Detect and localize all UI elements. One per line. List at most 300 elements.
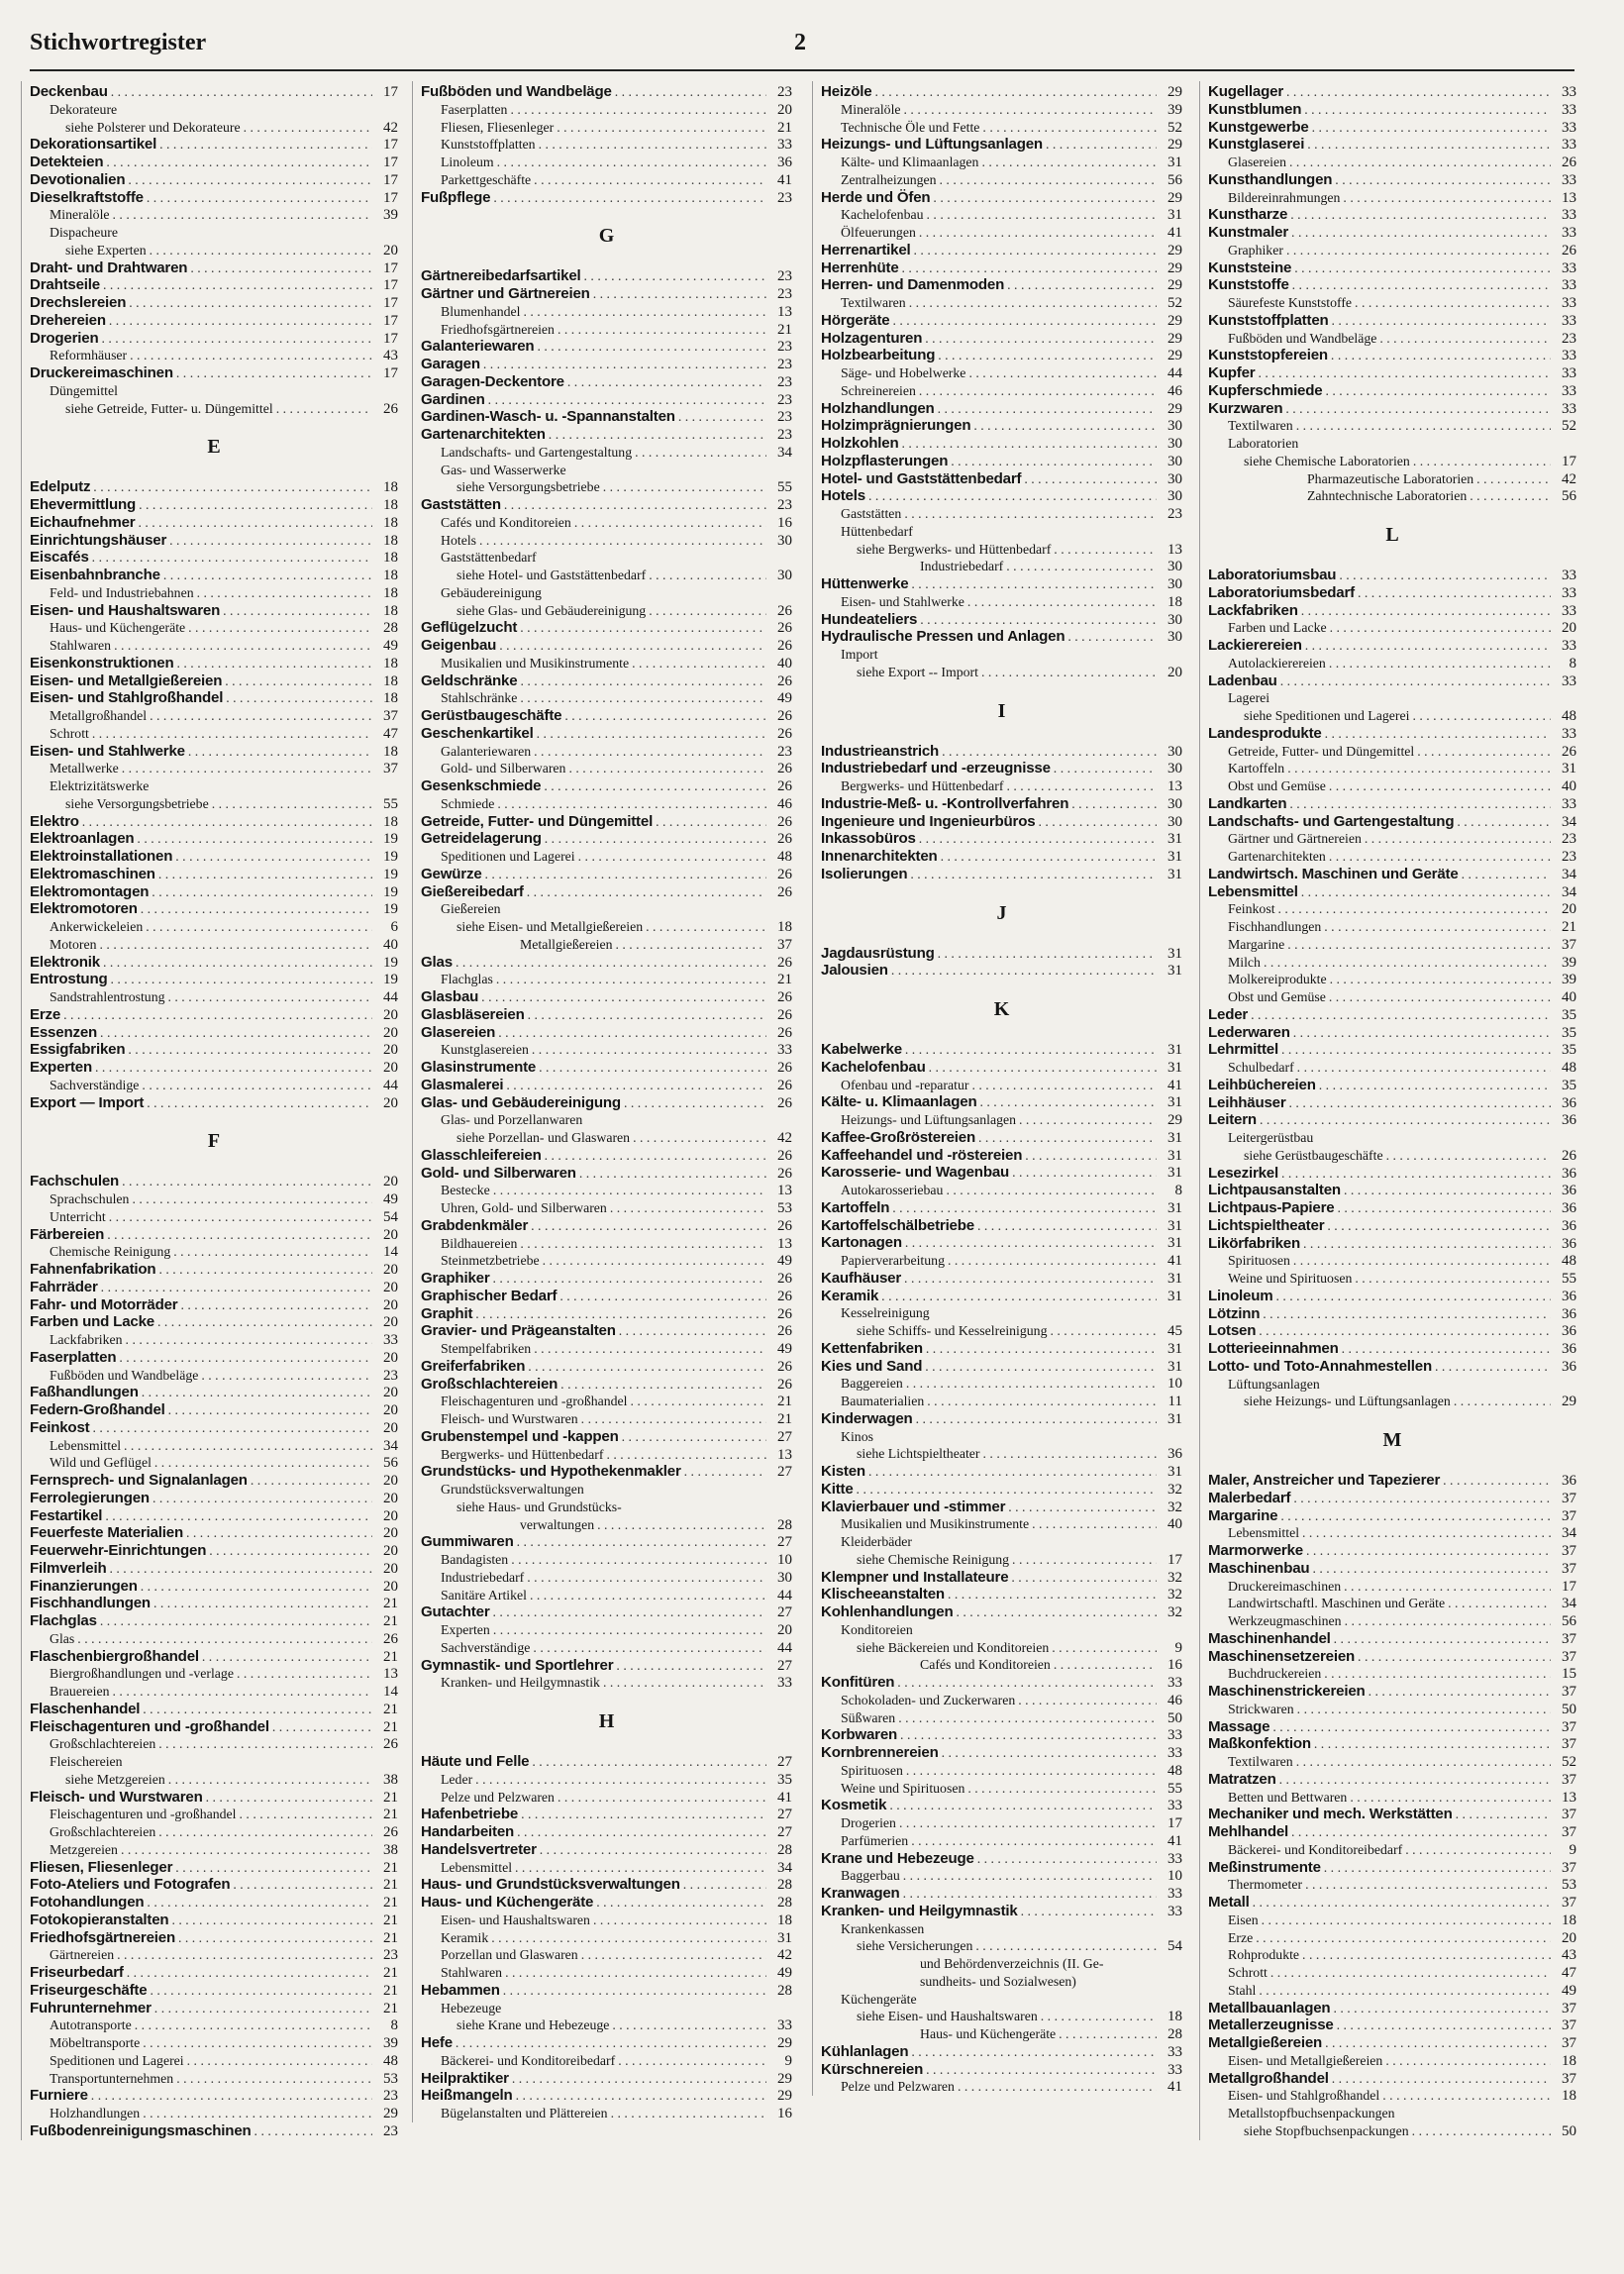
entry-page-number: 20 — [1562, 1929, 1576, 1946]
entry-label: Gesenkschmiede — [421, 777, 542, 794]
entry-label: Fernsprech- und Signalanlagen — [30, 1472, 248, 1489]
index-entry — [421, 267, 792, 285]
dot-leader — [1327, 619, 1551, 637]
entry-page-number: 17 — [383, 84, 398, 100]
entry-page-number: 30 — [1167, 488, 1182, 505]
entry-page-number: 34 — [1562, 883, 1576, 900]
index-subentry — [821, 171, 1182, 189]
index-subentry — [30, 2105, 398, 2122]
dot-leader — [908, 575, 1157, 593]
entry-label: Sprachschulen — [50, 1191, 130, 1206]
dot-leader — [1330, 2000, 1551, 2017]
dot-leader — [1021, 470, 1157, 488]
entry-label: Glasschleifereien — [421, 1146, 542, 1164]
entry-page-number: 37 — [1562, 1859, 1576, 1876]
entry-page-number: 26 — [777, 1217, 792, 1234]
dot-leader — [100, 276, 372, 294]
dot-leader — [612, 936, 766, 954]
entry-page-number: 50 — [1167, 1709, 1182, 1726]
entry-label: Eisenbahnbranche — [30, 567, 160, 583]
index-entry — [1208, 672, 1576, 690]
entry-page-number: 41 — [777, 1789, 792, 1806]
entry-page-number: 26 — [777, 761, 792, 777]
entry-page-number: 56 — [1562, 488, 1576, 505]
index-subentry — [421, 462, 792, 479]
entry-label: Schrott — [50, 725, 89, 741]
index-subentry — [30, 707, 398, 725]
entry-label: Feld- und Industriebahnen — [50, 584, 194, 600]
entry-label: Landwirtschaftl. Maschinen und Geräte — [1228, 1596, 1446, 1611]
entry-label: Holzbearbeitung — [821, 347, 936, 364]
entry-label: Feuerwehr-Einrichtungen — [30, 1542, 207, 1559]
entry-page-number: 33 — [1562, 137, 1576, 154]
entry-label: Friedhofsgärtnereien — [441, 321, 555, 337]
index-entry — [30, 1173, 398, 1190]
dot-leader — [955, 2078, 1157, 2096]
index-entry — [821, 1603, 1182, 1621]
entry-label: Obst und Gemüse — [1228, 989, 1326, 1004]
index-entry — [821, 628, 1182, 646]
entry-label: Matratzen — [1208, 1770, 1276, 1788]
index-entry — [421, 1463, 792, 1481]
entry-label: Geigenbau — [421, 637, 497, 654]
dot-leader — [1283, 83, 1551, 101]
entry-page-number: 18 — [383, 568, 398, 583]
index-entry — [1208, 1560, 1576, 1578]
entry-page-number: 18 — [383, 584, 398, 601]
index-subentry — [821, 558, 1182, 575]
index-subentry — [421, 918, 792, 936]
index-entry — [1208, 1305, 1576, 1323]
entry-page-number: 37 — [1562, 1895, 1576, 1911]
entry-page-number: 37 — [1562, 2017, 1576, 2034]
dot-leader — [900, 1867, 1157, 1885]
entry-label: Blumenhandel — [441, 303, 521, 319]
entry-page-number: 26 — [1562, 743, 1576, 760]
entry-label: Technische Öle und Fette — [841, 119, 980, 135]
dot-leader — [908, 2043, 1157, 2061]
dot-leader — [206, 1542, 372, 1560]
index-subentry — [1208, 189, 1576, 207]
dot-leader — [643, 918, 766, 936]
entry-page-number: 26 — [777, 1094, 792, 1111]
index-subentry — [821, 1867, 1182, 1885]
entry-page-number: 34 — [777, 1859, 792, 1876]
dot-leader — [899, 259, 1157, 277]
entry-label: Kunsthandlungen — [1208, 170, 1333, 188]
entry-page-number: 26 — [777, 1060, 792, 1076]
dot-leader — [1339, 1340, 1551, 1358]
index-entry — [30, 1006, 398, 1024]
index-entry — [1208, 637, 1576, 655]
entry-label: Deckenbau — [30, 83, 108, 100]
entry-page-number: 20 — [383, 1060, 398, 1076]
entry-page-number: 14 — [383, 1684, 398, 1700]
entry-label: Grubenstempel und -kappen — [421, 1427, 619, 1445]
index-subentry — [421, 2016, 792, 2034]
dot-leader — [1294, 1059, 1551, 1077]
entry-page-number: 33 — [1562, 259, 1576, 276]
entry-label: Export — Import — [30, 1093, 145, 1111]
dot-leader — [902, 1234, 1157, 1252]
entry-label: Fuhrunternehmer — [30, 1999, 152, 2016]
entry-label: Landschafts- und Gartengestaltung — [1208, 812, 1455, 830]
entry-page-number: 48 — [1562, 1060, 1576, 1076]
entry-page-number: 29 — [1167, 259, 1182, 276]
entry-page-number: 21 — [383, 1965, 398, 1981]
index-subentry — [1208, 1376, 1576, 1394]
entry-page-number: 19 — [383, 866, 398, 882]
entry-label: Landesprodukte — [1208, 724, 1322, 742]
dot-leader — [537, 1841, 766, 1859]
entry-label: Gardinen — [421, 390, 485, 408]
entry-page-number: 13 — [1562, 1789, 1576, 1806]
dot-leader — [576, 1165, 766, 1183]
entry-page-number: 31 — [1167, 945, 1182, 962]
dot-leader — [1326, 655, 1551, 672]
dot-leader — [906, 294, 1157, 312]
dot-leader — [1341, 1182, 1551, 1199]
index-entry — [1208, 1199, 1576, 1217]
index-entry — [30, 1524, 398, 1542]
entry-label: Kartoffeln — [821, 1198, 890, 1216]
entry-page-number: 26 — [383, 1630, 398, 1647]
entry-page-number: 30 — [1167, 418, 1182, 435]
dot-leader — [490, 189, 766, 207]
entry-page-number: 26 — [777, 866, 792, 882]
index-entry — [1208, 567, 1576, 584]
index-subentry — [1208, 2087, 1576, 2105]
index-subentry — [30, 1454, 398, 1472]
dot-leader — [155, 1261, 372, 1279]
index-subentry — [821, 1692, 1182, 1709]
entry-label: siehe Heizungs- und Lüftungsanlagen — [1244, 1394, 1451, 1409]
entry-page-number: 35 — [1562, 1024, 1576, 1041]
index-entry — [821, 1463, 1182, 1481]
entry-label: Kürschnereien — [821, 2060, 924, 2078]
dot-leader — [899, 435, 1157, 453]
entry-label: Holzhandlungen — [50, 2106, 141, 2120]
entry-page-number: 20 — [383, 1279, 398, 1295]
entry-label: siehe Export -- Import — [857, 664, 978, 679]
index-subentry — [1208, 689, 1576, 707]
dot-leader — [517, 619, 766, 637]
entry-page-number: 26 — [777, 1024, 792, 1041]
entry-label: Korbwaren — [821, 1726, 898, 1744]
dot-leader — [558, 1376, 766, 1394]
index-subentry — [1208, 435, 1576, 453]
entry-label: Massage — [1208, 1717, 1270, 1735]
entry-page-number: 33 — [1562, 382, 1576, 399]
entry-label: Kaffeehandel und -röstereien — [821, 1146, 1023, 1164]
index-subentry — [1208, 1129, 1576, 1147]
index-subentry — [421, 1252, 792, 1270]
index-entry — [1208, 1322, 1576, 1340]
entry-label: Hotels — [441, 532, 477, 548]
entry-label: siehe Krane und Hebezeuge — [457, 2017, 610, 2033]
index-subentry — [421, 760, 792, 777]
index-subentry — [821, 1551, 1182, 1569]
index-entry — [821, 611, 1182, 629]
dot-leader — [110, 206, 372, 224]
dot-leader — [119, 1173, 372, 1190]
dot-leader — [143, 918, 372, 936]
entry-page-number: 29 — [1167, 137, 1182, 154]
index-subentry — [30, 1190, 398, 1208]
dot-leader — [124, 1964, 372, 1982]
entry-page-number: 37 — [1562, 1630, 1576, 1647]
dot-leader — [974, 1217, 1157, 1235]
entry-label: Lebensmittel — [50, 1437, 122, 1453]
entry-label: Bäckerei- und Konditoreibedarf — [441, 2052, 616, 2068]
entry-page-number: 37 — [1562, 1824, 1576, 1840]
dot-leader — [1316, 1077, 1551, 1094]
entry-page-number: 39 — [383, 207, 398, 224]
entry-page-number: 13 — [383, 1666, 398, 1683]
dot-leader — [177, 1296, 372, 1314]
dot-leader — [1043, 136, 1157, 154]
entry-label: Heilpraktiker — [421, 2069, 509, 2087]
index-entry — [30, 514, 398, 532]
entry-label: Erze — [1228, 1929, 1254, 1945]
entry-label: siehe Glas- und Gebäudereinigung — [457, 602, 647, 618]
entry-label: Konditoreien — [841, 1621, 913, 1637]
index-entry — [1208, 883, 1576, 901]
index-entry — [30, 1929, 398, 1947]
entry-page-number: 33 — [1167, 1850, 1182, 1867]
dot-leader — [1321, 918, 1551, 936]
entry-label: Glasbau — [421, 988, 479, 1005]
entry-page-number: 28 — [777, 1895, 792, 1911]
index-entry — [30, 83, 398, 101]
index-subentry — [1208, 1982, 1576, 2000]
index-entry — [30, 2087, 398, 2105]
dot-leader — [978, 664, 1157, 681]
dot-leader — [1459, 866, 1551, 883]
dot-leader — [653, 813, 766, 831]
entry-label: Lebensmittel — [1208, 882, 1298, 900]
entry-label: Flachglas — [441, 972, 493, 987]
entry-label: Bäckerei- und Konditoreibedarf — [1228, 1841, 1403, 1857]
entry-label: Mehlhandel — [1208, 1823, 1289, 1840]
dot-leader — [150, 1490, 372, 1507]
entry-page-number: 27 — [777, 1604, 792, 1621]
dot-leader — [97, 1612, 372, 1630]
entry-page-number: 29 — [1167, 277, 1182, 294]
index-entry — [30, 154, 398, 171]
entry-page-number: 48 — [1167, 1762, 1182, 1779]
entry-page-number: 50 — [1562, 1701, 1576, 1717]
dot-leader — [630, 1129, 766, 1147]
index-subentry — [1208, 760, 1576, 777]
entry-label: Kälte- und Klimaanlagen — [841, 155, 979, 169]
entry-label: Eiscafés — [30, 549, 89, 567]
dot-leader — [172, 848, 372, 866]
entry-page-number: 33 — [1562, 672, 1576, 689]
entry-label: Maschinenbau — [1208, 1559, 1310, 1577]
entry-page-number: 39 — [1562, 954, 1576, 971]
entry-page-number: 30 — [777, 568, 792, 583]
index-entry — [30, 136, 398, 154]
entry-label: Spirituosen — [1228, 1253, 1290, 1269]
section-letter: J — [996, 901, 1007, 924]
entry-page-number: 30 — [777, 532, 792, 549]
entry-page-number: 17 — [383, 365, 398, 381]
entry-label: Graphiker — [1228, 242, 1283, 258]
entry-page-number: 28 — [777, 1516, 792, 1533]
entry-page-number: 16 — [777, 2106, 792, 2121]
entry-label: Eisen- und Stahlwerke — [841, 593, 964, 609]
index-subentry — [30, 347, 398, 364]
index-entry — [30, 1313, 398, 1331]
entry-label: Haus- und Grundstücksverwaltungen — [421, 1876, 680, 1894]
entry-page-number: 20 — [383, 1024, 398, 1041]
entry-label: siehe Haus- und Grundstücks- — [457, 1499, 622, 1514]
entry-page-number: 52 — [1167, 295, 1182, 311]
index-entry — [1208, 136, 1576, 154]
dot-leader — [1255, 364, 1551, 382]
entry-label: Industrie-Meß- u. -Kontrollverfahren — [821, 794, 1069, 812]
entry-label: Stempelfabriken — [441, 1341, 532, 1356]
entry-label: Maschinensetzereien — [1208, 1647, 1356, 1665]
dot-leader — [135, 514, 372, 532]
entry-label: Heißmangeln — [421, 2087, 513, 2105]
index-entry — [1208, 2016, 1576, 2034]
entry-label: Kunststeine — [1208, 258, 1292, 276]
index-entry — [421, 1024, 792, 1042]
dot-leader — [1286, 795, 1551, 813]
dot-leader — [174, 655, 373, 672]
index-subentry — [421, 848, 792, 866]
index-entry — [821, 1797, 1182, 1814]
entry-label: Draht- und Drahtwaren — [30, 258, 188, 276]
entry-label: Großschlachtereien — [421, 1375, 558, 1393]
entry-label: siehe Chemische Reinigung — [857, 1551, 1010, 1567]
entry-page-number: 20 — [383, 1507, 398, 1524]
entry-label: Musikalien und Musikinstrumente — [441, 655, 630, 671]
index-subentry — [821, 2025, 1182, 2043]
index-entry — [421, 2070, 792, 2088]
entry-page-number: 37 — [1562, 1736, 1576, 1753]
dot-leader — [203, 1789, 372, 1807]
index-entry — [1208, 1490, 1576, 1507]
entry-page-number: 34 — [1562, 813, 1576, 830]
entry-label: Drechslereien — [30, 294, 127, 311]
entry-label: Fotohandlungen — [30, 1894, 145, 1911]
entry-label: Speditionen und Lagerei — [441, 849, 575, 864]
entry-page-number: 48 — [777, 849, 792, 865]
index-subentry — [421, 602, 792, 620]
index-entry — [821, 312, 1182, 330]
index-entry — [821, 400, 1182, 418]
entry-page-number: 20 — [383, 242, 398, 258]
dot-leader — [901, 101, 1157, 119]
dot-leader — [209, 795, 372, 813]
index-subentry — [1208, 848, 1576, 866]
index-entry — [30, 496, 398, 514]
index-entry — [821, 1410, 1182, 1428]
dot-leader — [173, 2070, 372, 2088]
page-number: 2 — [794, 30, 806, 55]
entry-label: Fußpflege — [421, 188, 491, 206]
entry-label: Leihbüchereien — [1208, 1076, 1316, 1093]
entry-page-number: 49 — [777, 1965, 792, 1981]
entry-page-number: 23 — [1167, 506, 1182, 522]
index-entry — [30, 1789, 398, 1807]
entry-page-number: 18 — [777, 1912, 792, 1928]
index-subentry — [1208, 1964, 1576, 1982]
entry-label: Metallerzeugnisse — [1208, 2016, 1334, 2034]
index-entry — [421, 637, 792, 655]
entry-page-number: 26 — [777, 1147, 792, 1164]
entry-label: Kranken- und Heilgymnastik — [441, 1675, 600, 1691]
entry-label: Kranwagen — [821, 1885, 900, 1902]
entry-label: Kinderwagen — [821, 1409, 913, 1427]
index-entry — [821, 136, 1182, 154]
entry-page-number: 29 — [1167, 312, 1182, 329]
entry-page-number: 54 — [383, 1208, 398, 1225]
dot-leader — [924, 206, 1157, 224]
dot-leader — [1326, 988, 1551, 1006]
index-subentry — [421, 1912, 792, 1929]
entry-page-number: 32 — [1167, 1587, 1182, 1603]
dot-leader — [147, 242, 372, 259]
entry-page-number: 19 — [383, 883, 398, 900]
index-subentry — [421, 795, 792, 813]
index-entry — [421, 777, 792, 795]
dot-leader — [888, 962, 1157, 980]
index-subentry — [821, 1515, 1182, 1533]
entry-page-number: 28 — [383, 620, 398, 637]
entry-page-number: 20 — [383, 1006, 398, 1023]
dot-leader — [248, 1472, 372, 1490]
index-subentry — [1208, 1270, 1576, 1288]
entry-page-number: 30 — [1167, 761, 1182, 777]
index-entry — [821, 743, 1182, 761]
entry-page-number: 21 — [383, 1895, 398, 1911]
index-entry — [821, 2043, 1182, 2061]
entry-page-number: 31 — [1167, 963, 1182, 980]
dot-leader — [953, 1603, 1157, 1621]
entry-label: Filmverleih — [30, 1559, 107, 1577]
dot-leader — [528, 1217, 766, 1235]
entry-page-number: 31 — [1167, 1042, 1182, 1058]
entry-page-number: 30 — [1167, 436, 1182, 452]
entry-page-number: 16 — [1167, 1657, 1182, 1674]
entry-page-number: 53 — [383, 2070, 398, 2087]
entry-page-number: 18 — [383, 743, 398, 760]
dot-leader — [1009, 1164, 1157, 1182]
index-subentry — [421, 101, 792, 119]
dot-leader — [234, 1665, 372, 1683]
index-entry — [1208, 725, 1576, 743]
index-subentry — [421, 1446, 792, 1464]
index-entry — [821, 1885, 1182, 1903]
dot-leader — [1334, 2016, 1551, 2034]
dot-leader — [681, 1463, 766, 1481]
entry-label: Kisten — [821, 1463, 865, 1480]
index-subentry — [821, 1832, 1182, 1850]
entry-label: Kachelofenbau — [821, 1058, 926, 1076]
entry-label: Lederwaren — [1208, 1023, 1290, 1041]
index-entry — [1208, 1024, 1576, 1042]
dot-leader — [508, 1551, 766, 1569]
index-subentry — [1208, 1578, 1576, 1596]
index-entry — [30, 1912, 398, 1929]
dot-leader — [60, 1006, 372, 1024]
entry-page-number: 30 — [1167, 559, 1182, 575]
index-subentry — [30, 2070, 398, 2088]
